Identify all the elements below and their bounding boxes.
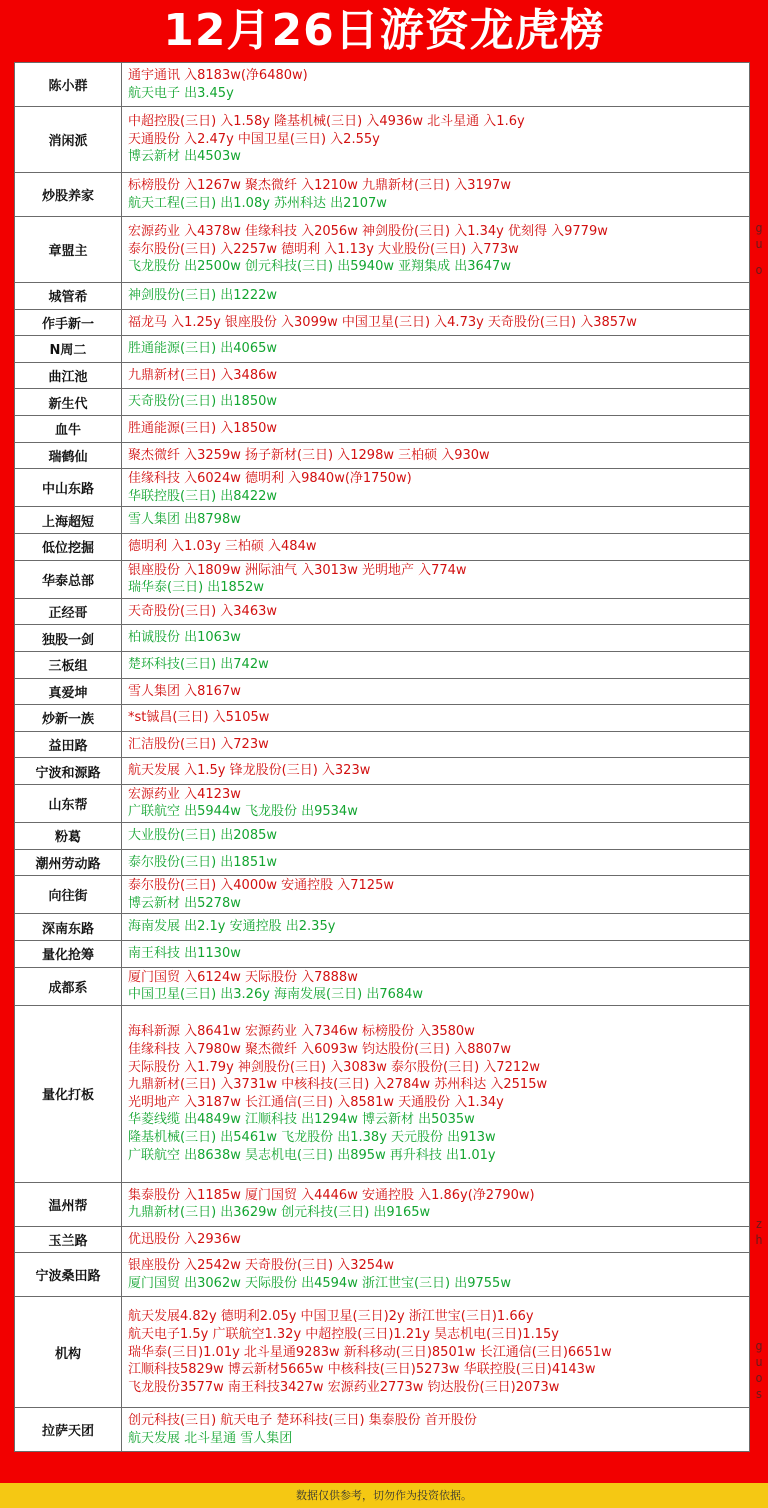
trade-details [122, 507, 750, 534]
trade-details [122, 914, 750, 941]
trader-row [15, 309, 750, 336]
side-letter: o [755, 1371, 763, 1385]
trader-row [15, 107, 750, 173]
buy-line: 泰尔股份(三日) 入4000w 安通控股 入7125w [128, 878, 394, 894]
trade-details [122, 560, 750, 598]
trader-row [15, 731, 750, 758]
trader-row [15, 823, 750, 850]
trader-name: 陈小群 [15, 63, 122, 107]
buy-line: 天通股份 入2.47y 中国卫星(三日) 入2.55y [128, 131, 380, 147]
trader-row [15, 914, 750, 941]
trader-row [15, 1005, 750, 1182]
trader-row [15, 336, 750, 363]
sell-line: 柏诚股份 出1063w [128, 630, 241, 646]
trader-row [15, 533, 750, 560]
trader-name: 低位挖掘 [15, 533, 122, 560]
trade-details [122, 876, 750, 914]
trader-row [15, 1408, 750, 1452]
buy-line: 胜通能源(三日) 入1850w [128, 420, 277, 436]
buy-line: 航天发展4.82y 德明利2.05y 中国卫星(三日)2y 浙江世宝(三日)1.66y [128, 1309, 534, 1325]
trader-name: 正经哥 [15, 598, 122, 625]
trader-name: 量化打板 [15, 1005, 122, 1182]
trader-row [15, 598, 750, 625]
trade-details [122, 309, 750, 336]
sell-line: 天奇股份(三日) 出1850w [128, 394, 277, 410]
sell-line: 泰尔股份(三日) 出1851w [128, 854, 277, 870]
trader-row [15, 283, 750, 310]
side-letter: o [755, 263, 763, 277]
buy-line: 雪人集团 入8167w [128, 683, 241, 699]
trader-name: 三板组 [15, 651, 122, 678]
sell-line: 广联航空 出5944w 飞龙股份 出9534w [128, 804, 358, 820]
buy-line: 佳缘科技 入7980w 聚杰微纤 入6093w 钧达股份(三日) 入8807w [128, 1042, 511, 1058]
buy-line: 宏源药业 入4123w [128, 786, 241, 802]
trade-details [122, 678, 750, 705]
trade-details [122, 1253, 750, 1297]
trader-row [15, 389, 750, 416]
side-letter: h [755, 1233, 763, 1247]
sell-line: 航天发展 北斗星通 雪人集团 [128, 1430, 293, 1446]
buy-line: 聚杰微纤 入3259w 扬子新材(三日) 入1298w 三柏硕 入930w [128, 447, 490, 463]
trader-name: 量化抢筹 [15, 941, 122, 968]
buy-line: 光明地产 入3187w 长江通信(三日) 入8581w 天通股份 入1.34y [128, 1094, 504, 1110]
side-letter: z [755, 1217, 763, 1231]
sell-line: 航天电子 出3.45y [128, 85, 234, 101]
disclaimer-footer: 数据仅供参考，切勿作为投资依据。 [0, 1483, 768, 1508]
trade-details [122, 107, 750, 173]
trade-details [122, 705, 750, 732]
sell-line: 隆基机械(三日) 出5461w 飞龙股份 出1.38y 天元股份 出913w [128, 1130, 496, 1145]
trade-details [122, 1297, 750, 1408]
buy-line: 天际股份 入1.79y 神剑股份(三日) 入3083w 泰尔股份(三日) 入7212w [128, 1059, 541, 1075]
trader-name: 上海超短 [15, 507, 122, 534]
trade-details [122, 967, 750, 1005]
trader-name: 炒股养家 [15, 173, 122, 217]
side-letter: g [755, 1339, 763, 1353]
sell-line: 九鼎新材(三日) 出3629w 创元科技(三日) 出9165w [128, 1205, 431, 1221]
buy-line: 九鼎新材(三日) 入3486w [128, 367, 277, 383]
trade-details [122, 758, 750, 785]
trade-details [122, 442, 750, 469]
trade-details [122, 389, 750, 416]
buy-line: 优迅股份 入2936w [128, 1231, 241, 1247]
trader-name: 潮州劳动路 [15, 849, 122, 876]
trade-details [122, 941, 750, 968]
buy-line: *st铖昌(三日) 入5105w [128, 710, 270, 726]
side-letter: s [755, 1387, 763, 1401]
trader-row [15, 362, 750, 389]
sell-line: 中国卫星(三日) 出3.26y 海南发展(三日) 出7684w [128, 987, 424, 1003]
trade-details [122, 533, 750, 560]
trader-row [15, 941, 750, 968]
trader-name: 章盟主 [15, 217, 122, 283]
buy-line: 航天发展 入1.5y 锋龙股份(三日) 入323w [128, 763, 371, 779]
buy-line: 飞龙股份3577w 南王科技3427w 宏源药业2773w 钧达股份(三日)2073w [128, 1379, 560, 1395]
trader-name: 华泰总部 [15, 560, 122, 598]
trade-details [122, 731, 750, 758]
side-letter: u [755, 237, 763, 251]
trader-row [15, 63, 750, 107]
trader-name: 瑞鹤仙 [15, 442, 122, 469]
trader-row [15, 415, 750, 442]
trade-details [122, 598, 750, 625]
buy-line: 银座股份 入2542w 天奇股份(三日) 入3254w [128, 1258, 394, 1274]
side-letter: u [755, 1355, 763, 1369]
trader-name: 新生代 [15, 389, 122, 416]
trade-details [122, 784, 750, 822]
trader-name: 血牛 [15, 415, 122, 442]
trader-name: 炒新一族 [15, 705, 122, 732]
side-letter: g [755, 221, 763, 235]
buy-line: 航天电子1.5y 广联航空1.32y 中超控股(三日)1.21y 昊志机电(三日)1.15y [128, 1327, 559, 1343]
sell-line: 神剑股份(三日) 出1222w [128, 288, 277, 303]
trade-details [122, 469, 750, 507]
trade-details [122, 362, 750, 389]
trader-name: N周二 [15, 336, 122, 363]
trader-row [15, 678, 750, 705]
trade-details [122, 63, 750, 107]
trader-row [15, 173, 750, 217]
trader-name: 宁波和源路 [15, 758, 122, 785]
sell-line: 胜通能源(三日) 出4065w [128, 341, 277, 357]
trader-name: 消闲派 [15, 107, 122, 173]
trader-row [15, 651, 750, 678]
sell-line: 楚环科技(三日) 出742w [128, 656, 269, 672]
trader-name: 作手新一 [15, 309, 122, 336]
trader-row [15, 217, 750, 283]
buy-line: 创元科技(三日) 航天电子 楚环科技(三日) 集泰股份 首开股份 [128, 1413, 477, 1429]
buy-line: 银座股份 入1809w 洲际油气 入3013w 光明地产 入774w [128, 562, 467, 578]
trade-details [122, 651, 750, 678]
sell-line: 飞龙股份 出2500w 创元科技(三日) 出5940w 亚翔集成 出3647w [128, 259, 511, 275]
trader-name: 益田路 [15, 731, 122, 758]
buy-line: 佳缘科技 入6024w 德明利 入9840w(净1750w) [128, 471, 412, 487]
trader-row [15, 507, 750, 534]
trade-details [122, 1226, 750, 1253]
buy-line: 泰尔股份(三日) 入2257w 德明利 入1.13y 大业股份(三日) 入773w [128, 241, 519, 257]
buy-line: 德明利 入1.03y 三柏硕 入484w [128, 538, 317, 554]
trader-row [15, 625, 750, 652]
sell-line: 雪人集团 出8798w [128, 512, 241, 528]
side-watermark [752, 62, 766, 1482]
sell-line: 广联航空 出8638w 昊志机电(三日) 出895w 再升科技 出1.01y [128, 1147, 496, 1163]
buy-line: 九鼎新材(三日) 入3731w 中核科技(三日) 入2784w 苏州科达 入2515w [128, 1077, 548, 1093]
sell-line: 厦门国贸 出3062w 天际股份 出4594w 浙江世宝(三日) 出9755w [128, 1275, 511, 1291]
sell-line: 华联控股(三日) 出8422w [128, 488, 277, 504]
page-title: 12月26日游资龙虎榜 [163, 5, 605, 56]
trader-row [15, 967, 750, 1005]
trader-row [15, 876, 750, 914]
trade-details [122, 283, 750, 310]
trader-row [15, 560, 750, 598]
sell-line: 南王科技 出1130w [128, 946, 241, 962]
trade-details [122, 415, 750, 442]
trader-row [15, 758, 750, 785]
trade-details [122, 336, 750, 363]
trader-name: 宁波桑田路 [15, 1253, 122, 1297]
buy-line: 瑞华泰(三日)1.01y 北斗星通9283w 新科移动(三日)8501w 长江通信(三日)6651w [128, 1344, 612, 1360]
trade-details [122, 1408, 750, 1452]
trader-name: 曲江池 [15, 362, 122, 389]
buy-line: 天奇股份(三日) 入3463w [128, 603, 277, 619]
trader-name: 向往街 [15, 876, 122, 914]
trader-row [15, 469, 750, 507]
buy-line: 通宇通讯 入8183w(净6480w) [128, 67, 308, 83]
buy-line: 汇洁股份(三日) 入723w [128, 736, 269, 752]
trader-name: 深南东路 [15, 914, 122, 941]
sell-line: 大业股份(三日) 出2085w [128, 828, 277, 844]
trade-details [122, 849, 750, 876]
trader-name: 山东帮 [15, 784, 122, 822]
buy-line: 集泰股份 入1185w 厦门国贸 入4446w 安通控股 入1.86y(净2790w) [128, 1187, 535, 1203]
trade-details [122, 823, 750, 850]
trader-name: 拉萨天团 [15, 1408, 122, 1452]
trader-name: 成都系 [15, 967, 122, 1005]
buy-line: 厦门国贸 入6124w 天际股份 入7888w [128, 969, 358, 985]
trade-details [122, 1005, 750, 1182]
sell-line: 航天工程(三日) 出1.08y 苏州科达 出2107w [128, 195, 387, 211]
trader-row [15, 1182, 750, 1226]
trader-name: 独股一剑 [15, 625, 122, 652]
trader-row [15, 1297, 750, 1408]
trader-row [15, 1253, 750, 1297]
trader-name: 真爱坤 [15, 678, 122, 705]
buy-line: 标榜股份 入1267w 聚杰微纤 入1210w 九鼎新材(三日) 入3197w [128, 177, 511, 193]
buy-line: 海科新源 入8641w 宏源药业 入7346w 标榜股份 入3580w [128, 1024, 475, 1040]
trade-details [122, 1182, 750, 1226]
sell-line: 华菱线缆 出4849w 江顺科技 出1294w 博云新材 出5035w [128, 1112, 475, 1128]
trade-details [122, 217, 750, 283]
trader-name: 玉兰路 [15, 1226, 122, 1253]
trader-name: 中山东路 [15, 469, 122, 507]
buy-line: 宏源药业 入4378w 佳缘科技 入2056w 神剑股份(三日) 入1.34y 优刻得 入9779w [128, 224, 608, 240]
sell-line: 瑞华泰(三日) 出1852w [128, 580, 264, 596]
trader-name: 城管希 [15, 283, 122, 310]
sell-line: 博云新材 出5278w [128, 895, 241, 911]
trader-row [15, 705, 750, 732]
longhu-board-table [14, 62, 750, 1452]
buy-line: 福龙马 入1.25y 银座股份 入3099w 中国卫星(三日) 入4.73y 天奇股份(三日) 入3857w [128, 314, 637, 330]
sell-line: 海南发展 出2.1y 安通控股 出2.35y [128, 919, 336, 935]
trader-name: 机构 [15, 1297, 122, 1408]
sell-line: 博云新材 出4503w [128, 149, 241, 165]
trade-details [122, 625, 750, 652]
buy-line: 中超控股(三日) 入1.58y 隆基机械(三日) 入4936w 北斗星通 入1.6y [128, 114, 525, 130]
buy-line: 江顺科技5829w 博云新材5665w 中核科技(三日)5273w 华联控股(三日)4143w [128, 1362, 596, 1378]
trader-row [15, 784, 750, 822]
trader-row [15, 849, 750, 876]
trader-name: 温州帮 [15, 1182, 122, 1226]
trader-name: 粉葛 [15, 823, 122, 850]
trade-details [122, 173, 750, 217]
trader-row [15, 1226, 750, 1253]
trader-row [15, 442, 750, 469]
